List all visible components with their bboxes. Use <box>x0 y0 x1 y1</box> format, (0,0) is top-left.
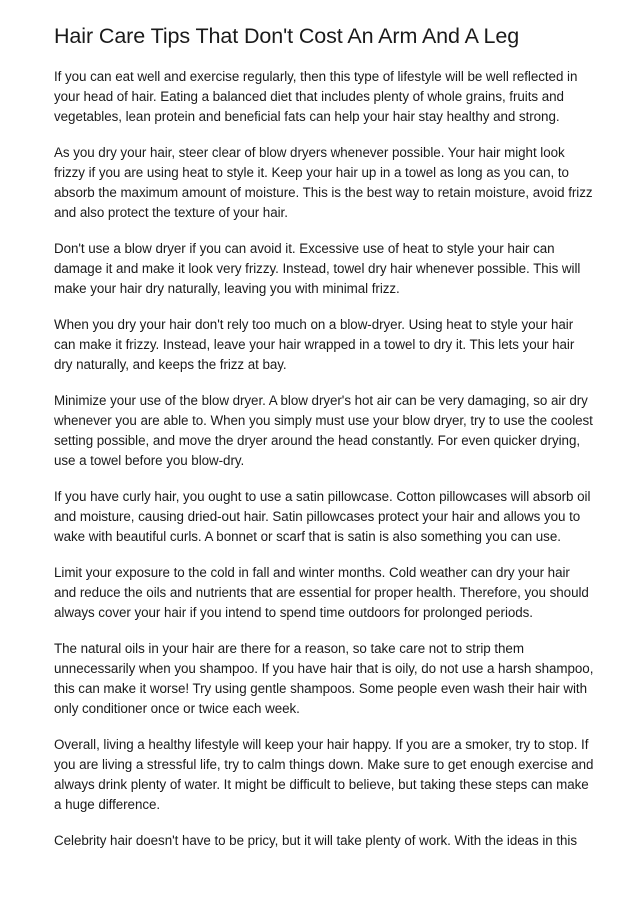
document-title: Hair Care Tips That Don't Cost An Arm And A Leg <box>54 24 520 48</box>
paragraph-towel-dry: Don't use a blow dryer if you can avoid it. Excessive use of heat to style your hair can damage it and make it look very frizzy. Instead, towel dry hair whenever possible. This will make your hair dry naturally, leaving you with minimal frizz. <box>54 241 581 296</box>
paragraph-healthy-lifestyle: If you can eat well and exercise regularly, then this type of lifestyle will be well reflected in your head of hair. Eating a balanced diet that includes plenty of whole grains, fruits and vegetables, lean protein and beneficial fats can help your hair stay healthy and strong. <box>54 69 578 124</box>
paragraph-overall-lifestyle: Overall, living a healthy lifestyle will keep your hair happy. If you are a smoker, try to stop. If you are living a stressful life, try to calm things down. Make sure to get enough exercise and always drink plenty of water. It might be difficult to believe, but taking these steps can make a huge difference. <box>54 737 594 812</box>
paragraph-natural-oils: The natural oils in your hair are there for a reason, so take care not to strip them unnecessarily when you shampoo. If you have hair that is oily, do not use a harsh shampoo, this can make it worse! Try using gentle shampoos. Some people even wash their hair with only conditioner once or twice each week. <box>54 641 594 716</box>
paragraph-dont-rely-blow-dryer: When you dry your hair don't rely too much on a blow-dryer. Using heat to style your hair can make it frizzy. Instead, leave your hair wrapped in a towel to dry it. This lets your hair dry naturally, and keeps the frizz at bay. <box>54 317 575 372</box>
paragraph-minimize-blow-dryer: Minimize your use of the blow dryer. A blow dryer's hot air can be very damaging, so air dry whenever you are able to. When you simply must use your blow dryer, try to use the coolest setting possible, and move the dryer around the head constantly. For even quicker drying, use a towel before you blow-dry. <box>54 393 593 468</box>
paragraph-satin-pillowcase: If you have curly hair, you ought to use a satin pillowcase. Cotton pillowcases will absorb oil and moisture, causing dried-out hair. Satin pillowcases protect your hair and allows you to wake with beautiful curls. A bonnet or scarf that is satin is also something you can use. <box>54 489 591 544</box>
paragraph-avoid-blow-dryers: As you dry your hair, steer clear of blow dryers whenever possible. Your hair might look frizzy if you are using heat to style it. Keep your hair up in a towel as long as you can, to absorb the maximum amount of moisture. This is the best way to retain moisture, avoid frizz and also protect the texture of your hair. <box>54 145 593 220</box>
document-page <box>54 22 594 867</box>
paragraph-celebrity-hair: Celebrity hair doesn't have to be pricy, but it will take plenty of work. With the ideas in this <box>54 833 577 848</box>
paragraph-cold-exposure: Limit your exposure to the cold in fall and winter months. Cold weather can dry your hair and reduce the oils and nutrients that are essential for proper health. Therefore, you should always cover your hair if you intend to spend time outdoors for prolonged periods. <box>54 565 589 620</box>
